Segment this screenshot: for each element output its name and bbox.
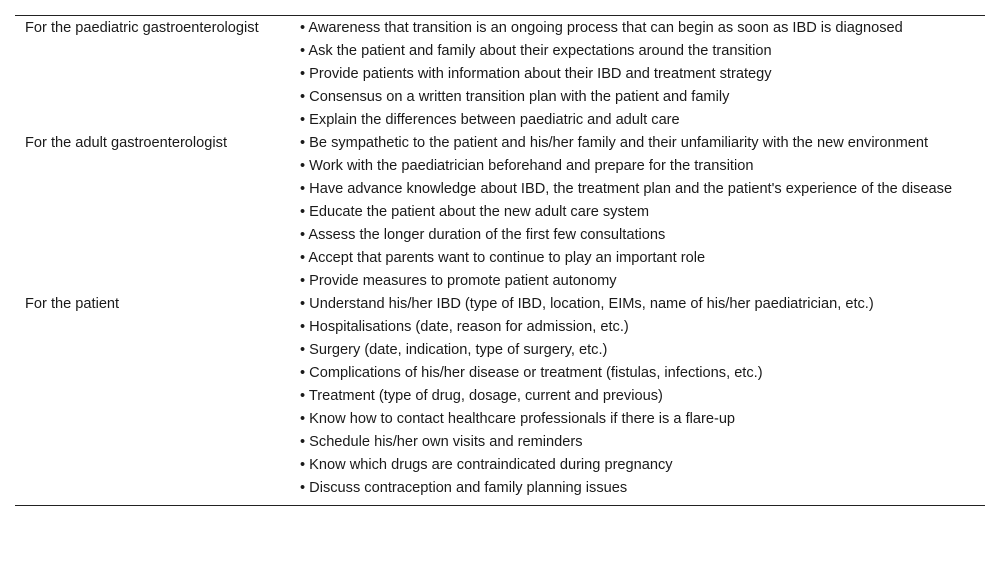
list-item: • Provide measures to promote patient autonomy [300, 273, 617, 289]
list-item: • Accept that parents want to continue to play an important role [300, 250, 706, 266]
recommendations-cell [300, 133, 985, 294]
list-item: • Schedule his/her own visits and reminders [300, 434, 583, 450]
list-item: • Discuss contraception and family planning issues [300, 480, 628, 496]
list-item: • Surgery (date, indication, type of surgery, etc.) [300, 342, 608, 358]
list-item: • Know how to contact healthcare professionals if there is a flare-up [300, 411, 736, 427]
list-item: • Treatment (type of drug, dosage, current and previous) [300, 388, 663, 404]
table-row [15, 18, 985, 133]
role-cell: For the adult gastroenterologist [25, 135, 227, 151]
list-item: • Work with the paediatrician beforehand and prepare for the transition [300, 158, 754, 174]
recommendations-cell [300, 18, 985, 133]
list-item: • Have advance knowledge about IBD, the treatment plan and the patient's experience of the disease [300, 181, 953, 197]
list-item: • Awareness that transition is an ongoing process that can begin as soon as IBD is diagnosed [300, 20, 903, 36]
table-row [15, 133, 985, 294]
list-item: • Ask the patient and family about their expectations around the transition [300, 43, 772, 59]
transition-recommendations-table [15, 15, 985, 506]
recommendations-cell [300, 294, 985, 501]
list-item: • Understand his/her IBD (type of IBD, location, EIMs, name of his/her paediatrician, etc.) [300, 296, 874, 312]
table-body [15, 18, 985, 501]
list-item: • Be sympathetic to the patient and his/her family and their unfamiliarity with the new environment [300, 135, 929, 151]
role-cell: For the paediatric gastroenterologist [25, 20, 259, 36]
list-item: • Explain the differences between paediatric and adult care [300, 112, 680, 128]
list-item: • Consensus on a written transition plan with the patient and family [300, 89, 730, 105]
list-item: • Assess the longer duration of the first few consultations [300, 227, 666, 243]
list-item: • Know which drugs are contraindicated during pregnancy [300, 457, 673, 473]
list-item: • Complications of his/her disease or treatment (fistulas, infections, etc.) [300, 365, 763, 381]
list-item: • Hospitalisations (date, reason for admission, etc.) [300, 319, 629, 335]
list-item: • Educate the patient about the new adult care system [300, 204, 650, 220]
table-row [15, 294, 985, 501]
recommendations-table [15, 18, 985, 501]
role-cell: For the patient [25, 296, 120, 312]
list-item: • Provide patients with information about their IBD and treatment strategy [300, 66, 772, 82]
